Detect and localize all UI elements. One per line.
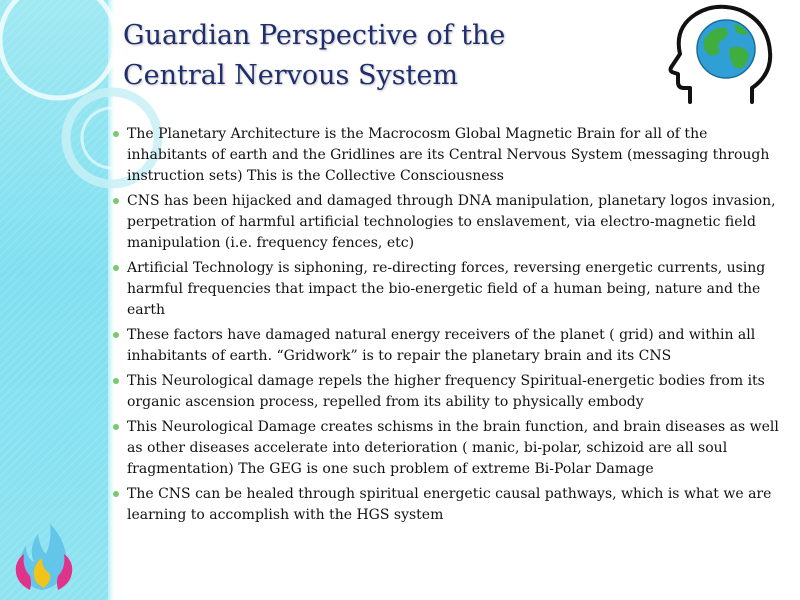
list-item: [112, 325, 780, 367]
bullet-text: This Neurological Damage creates schisms in the brain function, and brain diseases as well as other diseases accelerate into deterioration ( manic, bi-polar, schizoid are all soul fragmentation) The GEG is one such problem of extreme Bi-Polar Damage: [127, 419, 779, 477]
list-item: [112, 417, 780, 480]
bullet-text: The CNS can be healed through spiritual energetic causal pathways, which is what we are learning to accomplish with the HGS system: [127, 486, 772, 523]
bullet-dot-icon: [113, 424, 119, 430]
bullet-text: The Planetary Architecture is the Macrocosm Global Magnetic Brain for all of the inhabitants of earth and the Gridlines are its Central Nervous System (messaging through instruction sets) This is the Collective Consciousness: [127, 126, 770, 184]
bullet-text: These factors have damaged natural energy receivers of the planet ( grid) and within all inhabitants of earth. “Gridwork” is to repair the planetary brain and its CNS: [127, 327, 756, 364]
bullet-dot-icon: [113, 131, 119, 137]
flame-logo-icon: [12, 520, 76, 592]
bullet-dot-icon: [113, 378, 119, 384]
bullet-text: This Neurological damage repels the higher frequency Spiritual-energetic bodies from its organic ascension process, repelled from its ability to physically embody: [127, 373, 765, 410]
bullet-text: Artificial Technology is siphoning, re-directing forces, reversing energetic currents, using harmful frequencies that impact the bio-energetic field of a human being, nature and the earth: [127, 260, 766, 318]
head-with-globe-icon: [668, 4, 780, 106]
list-item: [112, 191, 780, 254]
page-title: [123, 16, 583, 96]
list-item: [112, 484, 780, 526]
list-item: [112, 371, 780, 413]
bullet-dot-icon: [113, 265, 119, 271]
title-line-1: Guardian Perspective of the: [123, 20, 506, 51]
title-line-2: Central Nervous System: [123, 60, 458, 91]
list-item: [112, 258, 780, 321]
list-item: [112, 124, 780, 187]
bullet-dot-icon: [113, 198, 119, 204]
bullet-dot-icon: [113, 491, 119, 497]
bullet-list: [112, 124, 780, 530]
bullet-text: CNS has been hijacked and damaged through DNA manipulation, planetary logos invasion, perpetration of harmful artificial technologies to enslavement, via electro-magnetic field manipulation (i.e. frequency fences, etc): [127, 193, 776, 251]
bullet-dot-icon: [113, 332, 119, 338]
